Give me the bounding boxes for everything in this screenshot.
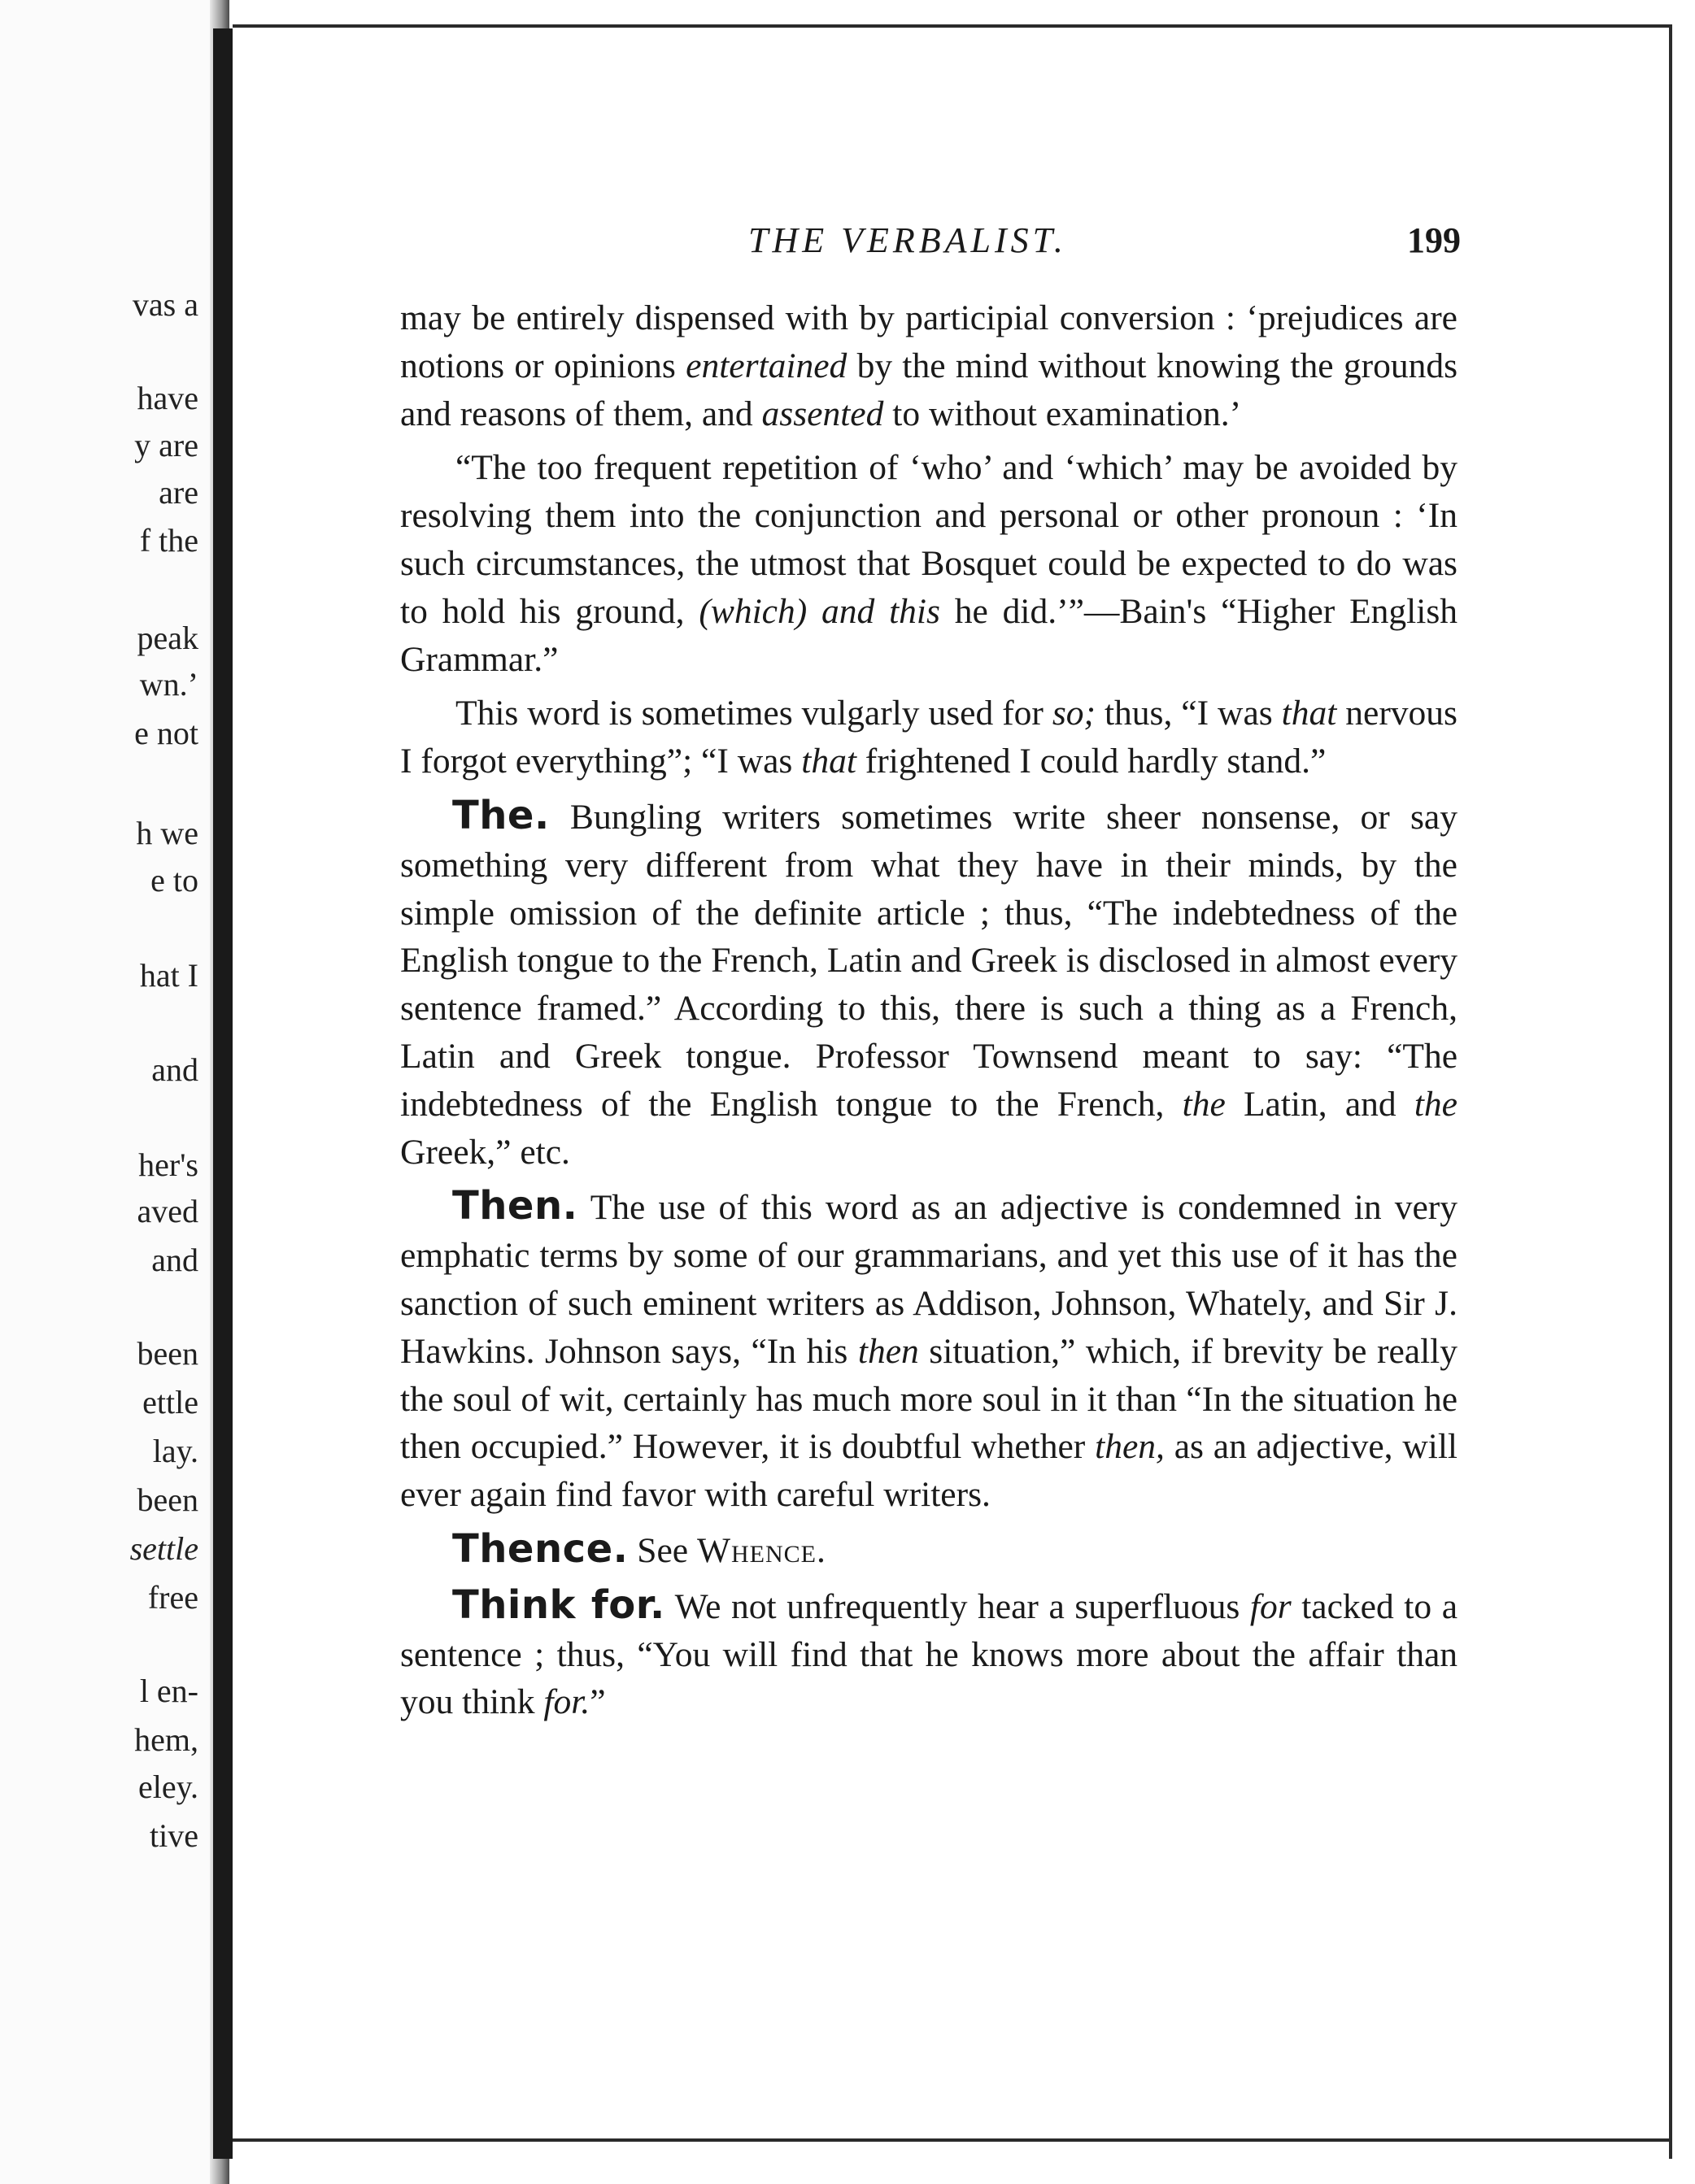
text-run: ” bbox=[590, 1682, 606, 1722]
text-run: tacked to a sentence ; thus, “You will find that he knows more about the affair than you think bbox=[400, 1586, 1458, 1722]
text-run: “The too frequent repetition of ‘who’ and ‘which’ may be avoided by resolving them into the conjunction and personal or other pronoun : ‘In such circumstances, the utmost that Bosquet could be expected to do was to hold his ground, bbox=[400, 448, 1458, 631]
facing-page-fragment: are bbox=[159, 474, 198, 511]
headword-thence: Thence. bbox=[452, 1525, 629, 1572]
facing-page-fragment: hat I bbox=[139, 957, 198, 994]
page-number: 199 bbox=[1407, 220, 1461, 260]
entry-thence bbox=[400, 1525, 1458, 1575]
book-spine bbox=[213, 28, 233, 2159]
entry-the bbox=[400, 792, 1458, 1176]
italic-run: assented bbox=[761, 394, 884, 433]
facing-page-fragment: settle bbox=[129, 1530, 198, 1567]
facing-page-fragment: e not bbox=[134, 715, 198, 751]
facing-page-fragment: free bbox=[147, 1579, 198, 1616]
facing-page-fragment: her's bbox=[138, 1146, 198, 1183]
running-head bbox=[407, 220, 1461, 268]
facing-page-fragment: h we bbox=[136, 815, 198, 851]
italic-run: then bbox=[857, 1331, 919, 1371]
text-run: nervous I forgot everything”; “I was bbox=[400, 694, 1458, 781]
facing-page-fragment: and bbox=[151, 1051, 198, 1088]
italic-run: for. bbox=[543, 1682, 590, 1722]
italic-run: so; bbox=[1052, 694, 1096, 733]
entry-then bbox=[400, 1182, 1458, 1519]
italic-run: that bbox=[1281, 694, 1337, 733]
facing-page-fragment: tive bbox=[150, 1817, 198, 1854]
facing-page-fragment: l en- bbox=[139, 1673, 198, 1709]
italic-run: then, bbox=[1095, 1427, 1165, 1467]
facing-page-fragment: wn.’ bbox=[139, 666, 198, 703]
text-run: Bungling writers sometimes write sheer nonsense, or say something very different from what they have in their minds, by the simple omission of the definite article ; thus, “The indebtedness of the English tongue to the French, Latin and Greek is disclosed in almost every sentence framed.” According to this, there is such a thing as a French, Latin and Greek tongue. Professor Townsend meant to say: “The indebtedness of the English tongue to the French, bbox=[400, 797, 1458, 1124]
facing-page-fragment: peak bbox=[137, 620, 198, 656]
facing-page-fragment: e to bbox=[150, 862, 198, 898]
facing-page-fragment: f the bbox=[139, 522, 198, 559]
text-run: Latin, and bbox=[1225, 1084, 1414, 1124]
headword-think-for: Think for. bbox=[452, 1581, 665, 1628]
facing-page-strip bbox=[0, 0, 210, 2184]
text-run: situation,” which, if brevity be really the soul of wit, certainly has much more soul in it than “In the situation he then occupied.” However, it is doubtful whether bbox=[400, 1331, 1458, 1467]
paragraph-continuation bbox=[400, 294, 1458, 437]
running-title: THE VERBALIST. bbox=[748, 220, 1067, 260]
facing-page-fragment: hem, bbox=[134, 1721, 198, 1758]
italic-run: the bbox=[1414, 1084, 1458, 1124]
text-run: by the mind without knowing the grounds and reasons of them, and bbox=[400, 346, 1458, 433]
text-run: may be entirely dispensed with by participial conversion : ‘prejudices are notions or opinions bbox=[400, 298, 1458, 385]
facing-page-fragment: eley. bbox=[137, 1769, 198, 1805]
text-run: Greek,” etc. bbox=[400, 1132, 570, 1172]
facing-page-fragment: and bbox=[151, 1242, 198, 1278]
text-run: as an adjective, will ever again find favor with careful writers. bbox=[400, 1427, 1458, 1515]
text-run: We not unfrequently hear a superfluous bbox=[664, 1586, 1250, 1626]
text-run: he did.’”—Bain's “Higher English Grammar.” bbox=[400, 591, 1458, 679]
page-edge-bottom bbox=[233, 2138, 1672, 2142]
text-run: to without examination.’ bbox=[883, 394, 1242, 433]
facing-page-fragment: aved bbox=[137, 1193, 198, 1229]
entry-think-for bbox=[400, 1581, 1458, 1726]
italic-run: (which) and this bbox=[699, 591, 940, 631]
text-run: frightened I could hardly stand.” bbox=[856, 742, 1327, 781]
italic-run: for bbox=[1249, 1586, 1292, 1626]
headword-then: Then. bbox=[452, 1183, 578, 1229]
facing-page-fragment: lay. bbox=[152, 1433, 198, 1469]
page-edge-top bbox=[233, 24, 1672, 28]
text-run: See bbox=[628, 1530, 697, 1570]
text-run: The use of this word as an adjective is condemned in very emphatic terms by some of our grammarians, and yet this use of it has the sanction of such eminent writers as Addison, Johnson, Whately, and Sir J. Hawkins. Johnson says, “In his bbox=[400, 1188, 1458, 1371]
paragraph-this-word bbox=[400, 690, 1458, 785]
facing-page-fragment: been bbox=[137, 1481, 198, 1518]
facing-page-fragment: been bbox=[137, 1335, 198, 1372]
italic-run: the bbox=[1182, 1084, 1226, 1124]
italic-run: that bbox=[801, 742, 856, 781]
facing-page-fragment: have bbox=[137, 380, 198, 416]
facing-page-fragment: ettle bbox=[142, 1384, 198, 1420]
paragraph-bain-quote bbox=[400, 444, 1458, 683]
facing-page-fragment: y are bbox=[134, 427, 198, 463]
italic-run: entertained bbox=[686, 346, 848, 385]
text-run: This word is sometimes vulgarly used for bbox=[455, 694, 1052, 733]
page-edge-right bbox=[1669, 24, 1672, 2159]
cross-reference-whence: Whence. bbox=[696, 1530, 826, 1570]
page-body-text bbox=[400, 294, 1458, 1726]
headword-the: The. bbox=[452, 792, 550, 838]
text-run: thus, “I was bbox=[1096, 694, 1282, 733]
facing-page-fragment: vas a bbox=[132, 286, 198, 323]
